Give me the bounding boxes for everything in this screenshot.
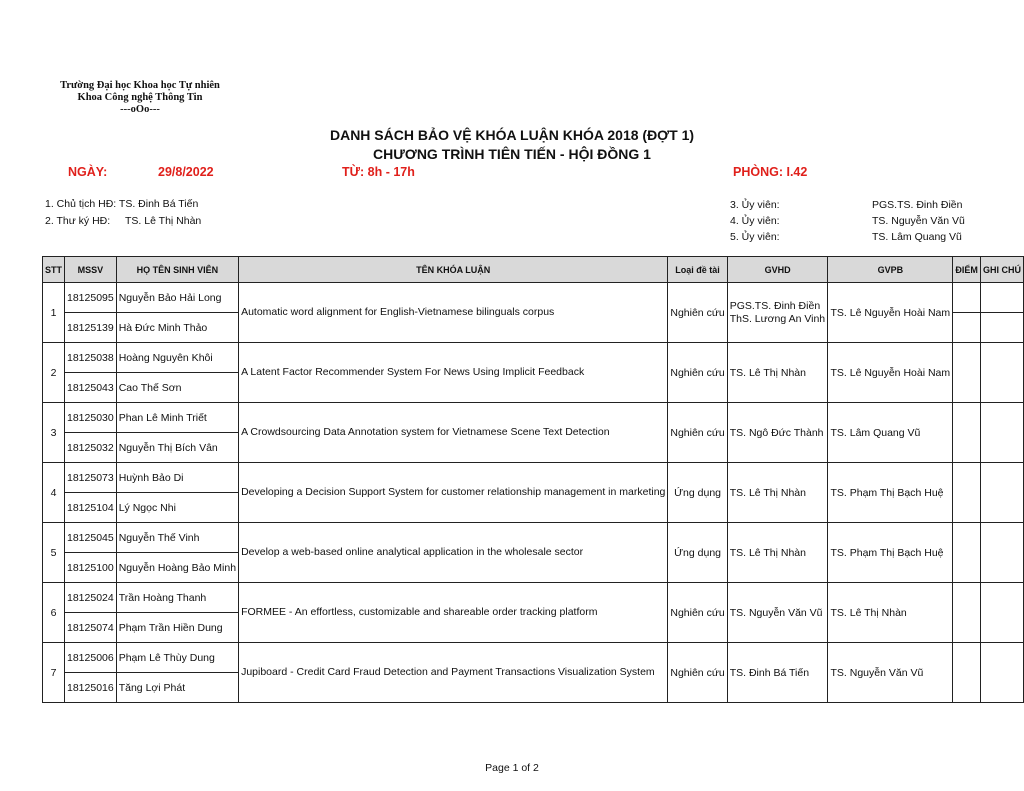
stt-cell: 6: [43, 583, 65, 643]
thesis-type-cell: Ứng dụng: [668, 463, 727, 523]
student-name-cell: Lý Ngọc Nhi: [116, 493, 238, 523]
header-reviewer: GVPB: [828, 257, 953, 283]
advisor-cell: TS. Ngô Đức Thành: [727, 403, 828, 463]
reviewer-cell: TS. Lê Nguyễn Hoài Nam: [828, 343, 953, 403]
student-name-cell: Cao Thế Sơn: [116, 373, 238, 403]
student-name-cell: Phạm Trần Hiền Dung: [116, 613, 238, 643]
thesis-type-cell: Nghiên cứu: [668, 343, 727, 403]
advisor-cell: TS. Lê Thị Nhàn: [727, 343, 828, 403]
date-value: 29/8/2022: [158, 165, 214, 179]
note-cell: [980, 523, 1023, 583]
thesis-title-cell: Jupiboard - Credit Card Fraud Detection and Payment Transactions Visualization System: [239, 643, 668, 703]
advisor-primary: PGS.TS. Đinh Điền: [729, 299, 821, 312]
stt-cell: 7: [43, 643, 65, 703]
mssv-cell: 18125074: [65, 613, 117, 643]
student-name-cell: Huỳnh Bảo Di: [116, 463, 238, 493]
student-name-cell: Phan Lê Minh Triết: [116, 403, 238, 433]
member-chair: 1. Chủ tịch HĐ: TS. Đinh Bá Tiến: [45, 198, 199, 210]
reviewer-cell: TS. Lâm Quang Vũ: [828, 403, 953, 463]
institution-header: [30, 80, 250, 116]
header-advisor: GVHD: [727, 257, 828, 283]
member-4-label: 4. Ủy viên:: [730, 215, 780, 227]
thesis-type-cell: Nghiên cứu: [668, 643, 727, 703]
score-cell: [953, 643, 981, 703]
advisor-cell: TS. Đinh Bá Tiến: [727, 643, 828, 703]
table-header-row: [43, 257, 1024, 283]
reviewer-cell: TS. Phạm Thị Bạch Huệ: [828, 463, 953, 523]
student-name-cell: Hoàng Nguyên Khôi: [116, 343, 238, 373]
student-name-cell: Nguyễn Bảo Hải Long: [116, 283, 238, 313]
mssv-cell: 18125043: [65, 373, 117, 403]
student-name-cell: Trần Hoàng Thanh: [116, 583, 238, 613]
thesis-type-cell: Nghiên cứu: [668, 283, 727, 343]
member-4-name: TS. Nguyễn Văn Vũ: [872, 215, 965, 227]
thesis-title-cell: A Latent Factor Recommender System For News Using Implicit Feedback: [239, 343, 668, 403]
student-name-cell: Nguyễn Thế Vinh: [116, 523, 238, 553]
mssv-cell: 18125095: [65, 283, 117, 313]
table-row: [43, 403, 1024, 433]
student-name-cell: Hà Đức Minh Thảo: [116, 313, 238, 343]
table-row: [43, 523, 1024, 553]
note-cell: [980, 463, 1023, 523]
member-secretary-name: TS. Lê Thị Nhàn: [125, 215, 202, 227]
student-name-cell: Tăng Lợi Phát: [116, 673, 238, 703]
stt-cell: 2: [43, 343, 65, 403]
advisor-cell: TS. Nguyễn Văn Vũ: [727, 583, 828, 643]
thesis-title-cell: FORMEE - An effortless, customizable and shareable order tracking platform: [239, 583, 668, 643]
score-cell: [953, 463, 981, 523]
member-5-label: 5. Ủy viên:: [730, 231, 780, 243]
mssv-cell: 18125006: [65, 643, 117, 673]
room: PHÒNG: I.42: [733, 165, 808, 179]
reviewer-cell: TS. Lê Nguyễn Hoài Nam: [828, 283, 953, 343]
student-name-cell: Nguyễn Hoàng Bảo Minh: [116, 553, 238, 583]
score-cell: [953, 313, 981, 343]
reviewer-cell: TS. Nguyễn Văn Vũ: [828, 643, 953, 703]
advisor-cell: TS. Lê Thị Nhàn: [727, 523, 828, 583]
student-name-cell: Nguyễn Thị Bích Vân: [116, 433, 238, 463]
note-cell: [980, 403, 1023, 463]
table-row: [43, 643, 1024, 673]
university-name: Trường Đại học Khoa học Tự nhiên: [60, 80, 220, 91]
stt-cell: 1: [43, 283, 65, 343]
time-range: TỪ: 8h - 17h: [342, 165, 415, 179]
table-row: [43, 463, 1024, 493]
thesis-type-cell: Ứng dụng: [668, 523, 727, 583]
thesis-title-cell: Develop a web-based online analytical application in the wholesale sector: [239, 523, 668, 583]
thesis-title-cell: Automatic word alignment for English-Vietnamese bilinguals corpus: [239, 283, 668, 343]
header-mssv: MSSV: [65, 257, 117, 283]
stt-cell: 3: [43, 403, 65, 463]
mssv-cell: 18125073: [65, 463, 117, 493]
header-note: GHI CHÚ: [980, 257, 1023, 283]
ornament: ---oOo---: [120, 104, 160, 115]
mssv-cell: 18125024: [65, 583, 117, 613]
member-3-name: PGS.TS. Đinh Điền: [872, 199, 963, 211]
score-cell: [953, 403, 981, 463]
thesis-type-cell: Nghiên cứu: [668, 403, 727, 463]
defense-schedule-table: [42, 256, 1024, 703]
table-row: [43, 343, 1024, 373]
student-name-cell: Phạm Lê Thùy Dung: [116, 643, 238, 673]
faculty-name: Khoa Công nghệ Thông Tin: [77, 92, 203, 103]
mssv-cell: 18125038: [65, 343, 117, 373]
thesis-title-cell: A Crowdsourcing Data Annotation system for Vietnamese Scene Text Detection: [239, 403, 668, 463]
mssv-cell: 18125100: [65, 553, 117, 583]
mssv-cell: 18125030: [65, 403, 117, 433]
table-row: [43, 283, 1024, 313]
mssv-cell: 18125139: [65, 313, 117, 343]
header-stt: STT: [43, 257, 65, 283]
score-cell: [953, 343, 981, 403]
table-row: [43, 583, 1024, 613]
score-cell: [953, 283, 981, 313]
header-thesis-type: Loại đề tài: [668, 257, 727, 283]
advisor-cell: [727, 283, 828, 343]
page-number: Page 1 of 2: [485, 762, 539, 774]
document-subtitle: CHƯƠNG TRÌNH TIÊN TIẾN - HỘI ĐỒNG 1: [373, 146, 651, 162]
date-label: NGÀY:: [68, 165, 108, 179]
member-3-label: 3. Ủy viên:: [730, 199, 780, 211]
header-score: ĐIỂM: [953, 257, 981, 283]
advisor-cell: TS. Lê Thị Nhàn: [727, 463, 828, 523]
thesis-title-cell: Developing a Decision Support System for customer relationship management in marketing: [239, 463, 668, 523]
stt-cell: 5: [43, 523, 65, 583]
note-cell: [980, 283, 1023, 313]
note-cell: [980, 343, 1023, 403]
reviewer-cell: TS. Lê Thị Nhàn: [828, 583, 953, 643]
mssv-cell: 18125016: [65, 673, 117, 703]
mssv-cell: 18125032: [65, 433, 117, 463]
document-title: DANH SÁCH BẢO VỆ KHÓA LUẬN KHÓA 2018 (ĐỢT 1): [329, 127, 695, 143]
header-thesis-title: TÊN KHÓA LUẬN: [239, 257, 668, 283]
member-secretary-label: 2. Thư ký HĐ:: [45, 215, 111, 227]
stt-cell: 4: [43, 463, 65, 523]
mssv-cell: 18125045: [65, 523, 117, 553]
header-student-name: HỌ TÊN SINH VIÊN: [116, 257, 238, 283]
mssv-cell: 18125104: [65, 493, 117, 523]
thesis-type-cell: Nghiên cứu: [668, 583, 727, 643]
reviewer-cell: TS. Phạm Thị Bạch Huệ: [828, 523, 953, 583]
note-cell: [980, 583, 1023, 643]
member-5-name: TS. Lâm Quang Vũ: [872, 231, 962, 243]
advisor-secondary: ThS. Lương An Vinh: [729, 312, 826, 325]
note-cell: [980, 313, 1023, 343]
score-cell: [953, 523, 981, 583]
note-cell: [980, 643, 1023, 703]
score-cell: [953, 583, 981, 643]
